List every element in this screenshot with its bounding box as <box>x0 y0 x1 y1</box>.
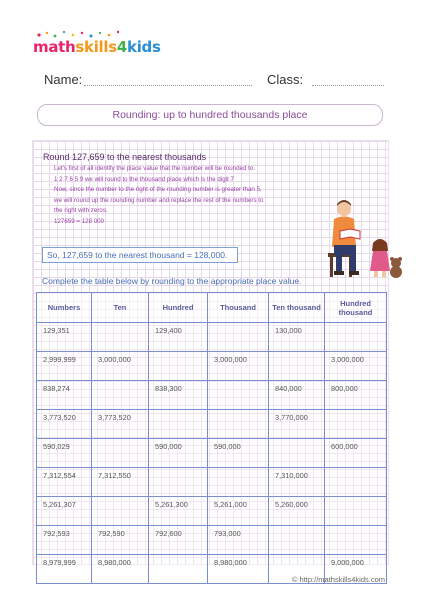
class-label: Class: <box>267 72 304 87</box>
table-cell[interactable]: 130,000 <box>269 323 325 352</box>
table-cell[interactable] <box>149 410 208 439</box>
table-cell[interactable]: 3,773,520 <box>92 410 149 439</box>
table-cell[interactable]: 600,000 <box>325 439 387 468</box>
logo-part-four: 4 <box>116 38 128 56</box>
table-instruction: Complete the table below by rounding to the appropriate place value. <box>42 276 302 286</box>
table-cell[interactable]: 5,261,300 <box>149 497 208 526</box>
example-answer-box: So, 127,659 to the nearest thousand = 128,000. <box>42 247 238 263</box>
example-line: 1 2 7 6 5 9 we will round to the thousand place which is the digit 7 <box>54 175 234 183</box>
table-cell[interactable]: 792,590 <box>92 526 149 555</box>
rounding-table <box>36 292 387 584</box>
name-field[interactable] <box>84 85 252 86</box>
table-cell: 129,351 <box>37 323 92 352</box>
example-explanation <box>54 164 354 227</box>
table-cell[interactable] <box>325 468 387 497</box>
table-cell[interactable]: 129,400 <box>149 323 208 352</box>
table-cell[interactable] <box>92 497 149 526</box>
column-header-hundred: Hundred <box>149 293 208 323</box>
table-cell[interactable] <box>325 410 387 439</box>
table-cell[interactable] <box>149 468 208 497</box>
class-field[interactable] <box>312 85 384 86</box>
table-cell[interactable] <box>208 410 269 439</box>
example-line: Now, since the number to the right of the rounding number is greater than 5, <box>54 186 262 193</box>
table-cell: 590,029 <box>37 439 92 468</box>
site-logo <box>33 38 161 58</box>
table-cell[interactable]: 800,000 <box>325 381 387 410</box>
example-heading: Round 127,659 to the nearest thousands <box>43 152 207 162</box>
table-row <box>37 323 387 352</box>
table-cell[interactable]: 792,600 <box>149 526 208 555</box>
table-cell[interactable]: 3,770,000 <box>269 410 325 439</box>
table-cell: 7,312,554 <box>37 468 92 497</box>
table-cell[interactable] <box>92 381 149 410</box>
table-cell[interactable]: 838,300 <box>149 381 208 410</box>
example-line: Let's first of all identify the place value that the number will be rounded to. <box>54 165 256 172</box>
table-row <box>37 439 387 468</box>
table-row <box>37 410 387 439</box>
table-header-row <box>37 293 387 323</box>
table-cell[interactable] <box>208 381 269 410</box>
column-header-numbers: Numbers <box>37 293 92 323</box>
table-cell[interactable] <box>269 352 325 381</box>
table-row <box>37 381 387 410</box>
table-row <box>37 526 387 555</box>
name-class-row <box>44 72 385 92</box>
example-line: we will round up the rounding number and replace the rest of the numbers to <box>54 196 264 204</box>
table-cell[interactable]: 590,000 <box>208 439 269 468</box>
teacher-and-child-illustration-icon <box>320 195 408 280</box>
table-cell[interactable]: 9,000,000 <box>325 555 387 584</box>
worksheet-title: Rounding: up to hundred thousands place <box>37 104 383 126</box>
table-cell[interactable] <box>325 526 387 555</box>
table-row <box>37 468 387 497</box>
table-cell: 2,999,999 <box>37 352 92 381</box>
table-cell[interactable] <box>208 323 269 352</box>
table-cell[interactable] <box>325 497 387 526</box>
table-cell[interactable]: 793,000 <box>208 526 269 555</box>
table-cell[interactable]: 5,261,000 <box>208 497 269 526</box>
logo-part-skills: skills <box>75 38 117 56</box>
table-cell[interactable] <box>149 555 208 584</box>
table-cell[interactable]: 3,000,000 <box>325 352 387 381</box>
table-cell[interactable]: 3,000,000 <box>92 352 149 381</box>
column-header-hundred-thousand: Hundred thousand <box>325 293 387 323</box>
column-header-ten-thousand: Ten thousand <box>269 293 325 323</box>
table-cell[interactable] <box>269 526 325 555</box>
table-cell[interactable]: 3,000,000 <box>208 352 269 381</box>
table-cell[interactable]: 8,980,000 <box>208 555 269 584</box>
logo-part-kids: kids <box>127 38 161 56</box>
column-header-thousand: Thousand <box>208 293 269 323</box>
example-line: the right with zeros. <box>54 207 108 214</box>
logo-confetti-icon <box>33 30 133 38</box>
table-cell[interactable] <box>92 439 149 468</box>
footer-url[interactable]: © http://mathskills4kids.com <box>291 575 385 584</box>
name-label: Name: <box>44 72 83 87</box>
table-cell: 838,274 <box>37 381 92 410</box>
table-cell[interactable]: 7,310,000 <box>269 468 325 497</box>
table-row <box>37 497 387 526</box>
table-cell[interactable] <box>92 323 149 352</box>
table-cell[interactable]: 7,312,550 <box>92 468 149 497</box>
table-cell[interactable] <box>269 439 325 468</box>
table-cell[interactable] <box>149 352 208 381</box>
table-cell: 8,979,999 <box>37 555 92 584</box>
logo-part-math: math <box>33 38 76 56</box>
example-line: 127659 = 128 000 <box>54 217 105 225</box>
table-cell[interactable] <box>325 323 387 352</box>
table-row <box>37 352 387 381</box>
table-cell: 3,773,520 <box>37 410 92 439</box>
table-cell[interactable]: 590,000 <box>149 439 208 468</box>
table-cell[interactable] <box>208 468 269 497</box>
table-cell[interactable]: 5,260,000 <box>269 497 325 526</box>
table-cell[interactable]: 8,980,000 <box>92 555 149 584</box>
column-header-ten: Ten <box>92 293 149 323</box>
table-cell: 5,261,307 <box>37 497 92 526</box>
table-cell[interactable]: 840,000 <box>269 381 325 410</box>
table-cell: 792,593 <box>37 526 92 555</box>
